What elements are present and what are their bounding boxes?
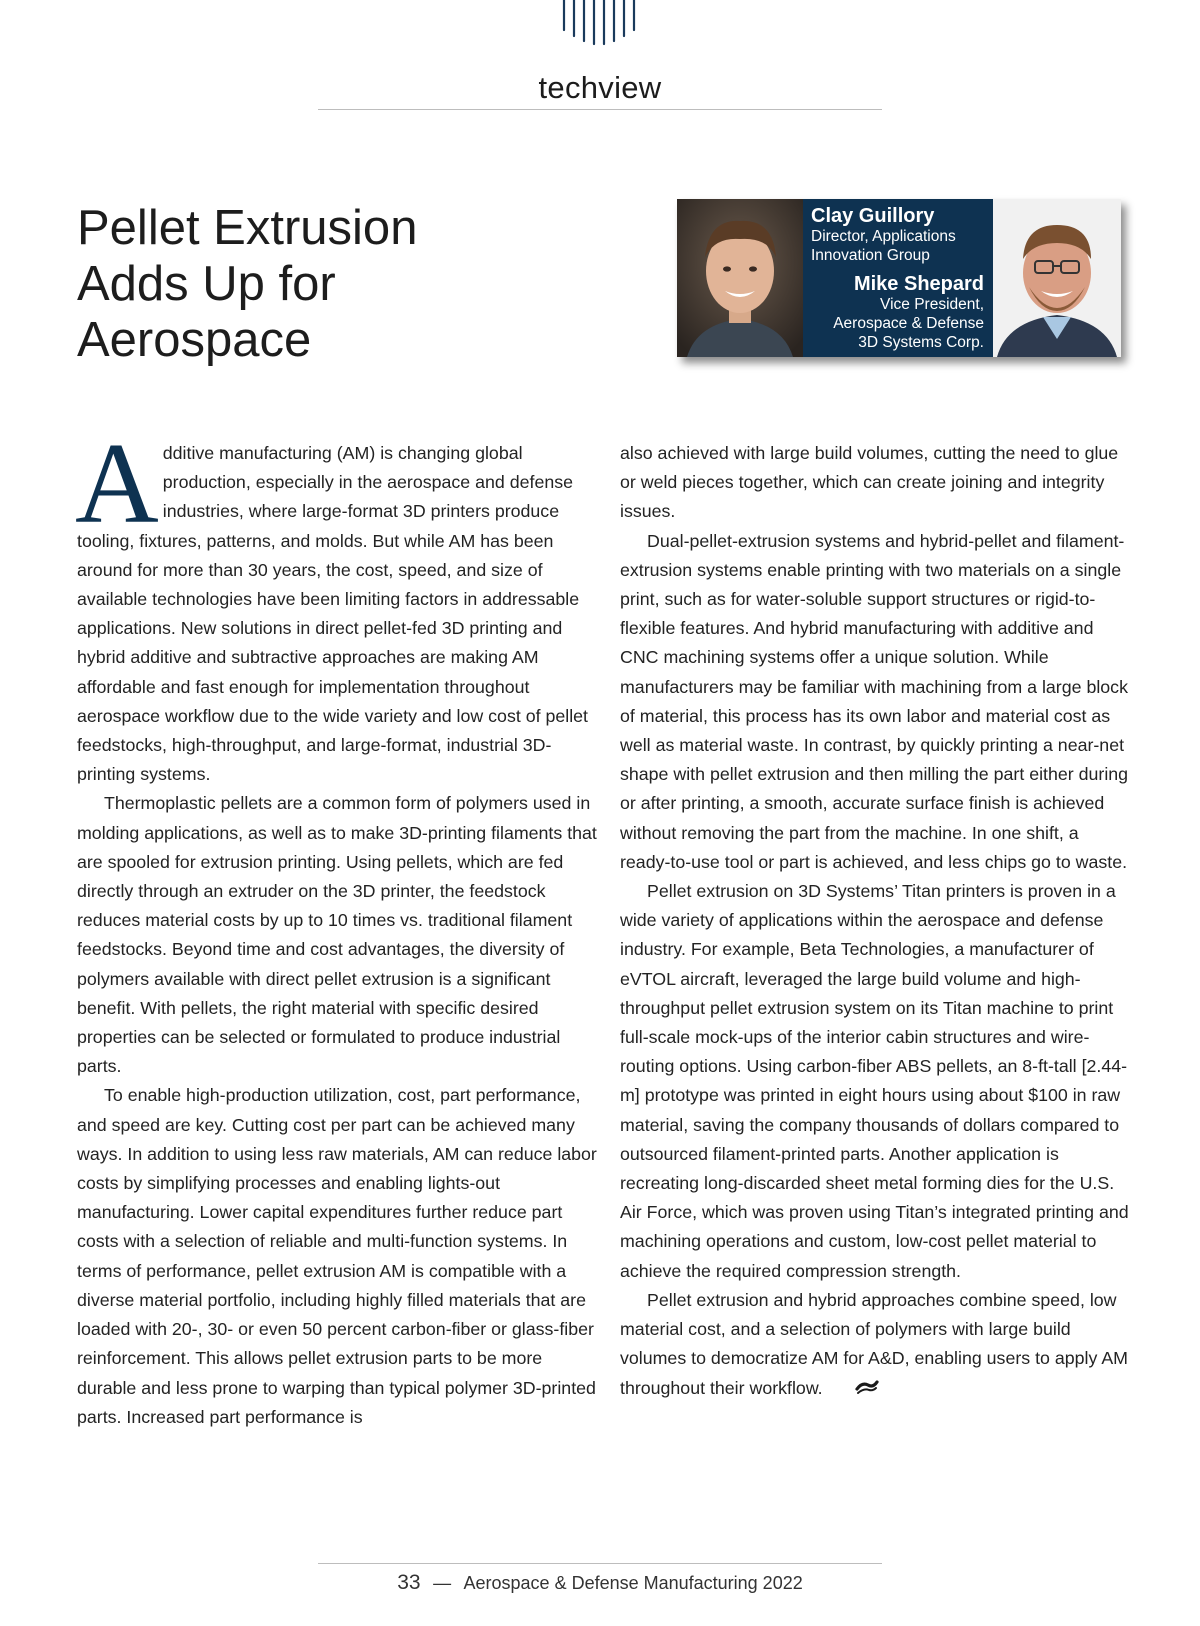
paragraph-text: dditive manufacturing (AM) is changing global production, especially in the aerospace and defense industries, where large-format 3D printers produce tooling, fixtures, patterns, and molds. But while AM has been around for more than 30 years, the cost, speed, and size of available technologies have been limiting factors in addressable applications. New solutions in direct pellet-fed 3D printing and hybrid additive and subtractive approaches are making AM affordable and fast enough for implementation throughout aerospace workflow due to the wide variety and low cost of pellet feedstocks, high-throughput, and large-format, industrial 3D-printing systems. (77, 443, 588, 785)
body-paragraph: Dual-pellet-extrusion systems and hybrid-pellet and filament-extrusion systems enable printing with two materials on a single print, such as for water-soluble support structures or rigid-to-flexible features. And hybrid manufacturing with additive and CNC machining systems offer a unique solution. While manufacturers may be familiar with machining from a large block of material, this process has its own labor and material cost as well as material waste. In contrast, by quickly printing a near-net shape with pellet extrusion and then milling the part either during or after printing, a smooth, accurate surface finish is achieved without removing the part from the machine. In one shift, a ready-to-use tool or part is achieved, and less chips go to waste. (620, 530, 1129, 872)
author-role-line: 3D Systems Corp. (858, 334, 984, 351)
publication-name: Aerospace & Defense Manufacturing 2022 (463, 1573, 803, 1593)
end-of-article-icon (827, 1375, 853, 1391)
body-paragraph (620, 1286, 1130, 1403)
body-paragraph: To enable high-production utilization, cost, part performance, and speed are key. Cutting cost per part can be achieved many ways. In addition to using less raw materials, AM can reduce labor costs by simplifying processes and enabling lights-out manufacturing. Lower capital expenditures further reduce part costs with a selection of reliable and multi-function systems. In terms of performance, pellet extrusion AM is compatible with a diverse material portfolio, including highly filled materials that are loaded with 20-, 30- or even 50 percent carbon-fiber or glass-fiber reinforcement. This allows pellet extrusion parts to be more durable and less prone to warping than typical polymer 3D-printed parts. Increased part performance is (77, 1085, 597, 1427)
article-column-right (620, 439, 1130, 1403)
footer-separator: — (433, 1573, 452, 1593)
drop-cap: A (75, 420, 159, 548)
author-name: Mike Shepard (853, 273, 984, 295)
author-role-line: Director, Applications (811, 228, 956, 245)
title-line: Aerospace (77, 313, 312, 367)
body-paragraph (75, 420, 597, 789)
body-paragraph: Pellet extrusion on 3D Systems’ Titan printers is proven in a wide variety of applications within the aerospace and defense industry. For example, Beta Technologies, a manufacturer of eVTOL aircraft, leveraged the large build volume and high-throughput pellet extrusion system on its Titan machine to print full-scale mock-ups of the interior cabin structures and wire-routing options. Using carbon-fiber ABS pellets, an 8-ft-tall [2.44-m] prototype was printed in eight hours using about $100 in raw material, saving the company thousands of dollars compared to outsourced filament-printed parts. Another application is recreating long-discarded sheet metal forming dies for the U.S. Air Force, which was proven using Titan’s integrated printing and machining operations and custom, low-cost pellet material to achieve the required compression strength. (620, 881, 1129, 1281)
section-label: techview (538, 70, 662, 105)
article-title (77, 200, 417, 368)
header-ornament (556, 0, 644, 46)
footer-divider (318, 1563, 882, 1564)
author-role-line: Vice President, (880, 296, 984, 313)
paragraph-text: Pellet extrusion and hybrid approaches combine speed, low material cost, and a selection of polymers with large build volumes to democratize AM for A&D, enabling users to apply AM throughout their workflow. (620, 1289, 1128, 1398)
author-name: Clay Guillory (811, 205, 935, 227)
page-footer (0, 1571, 1200, 1595)
author-byline-card (677, 199, 1121, 357)
header-divider (318, 109, 882, 110)
author-role-line: Aerospace & Defense (833, 315, 984, 332)
author-photo-mike-shepard (993, 199, 1121, 357)
body-paragraph: also achieved with large build volumes, cutting the need to glue or weld pieces together, which can create joining and integrity issues. (620, 443, 1119, 522)
author-role-line: Innovation Group (811, 247, 930, 264)
title-line: Pellet Extrusion (77, 201, 418, 255)
body-paragraph: Thermoplastic pellets are a common form of polymers used in molding applications, as well as to make 3D-printing filaments that are spooled for extrusion printing. Using pellets, which are fed directly through an extruder on the 3D printer, the feedstock reduces material costs by up to 10 times vs. traditional filament feedstocks. Beyond time and cost advantages, the diversity of polymers available with direct pellet extrusion is a significant benefit. With pellets, the right material with specific desired properties can be selected or formulated to produce industrial parts. (77, 793, 597, 1077)
article-column-left (75, 420, 597, 1432)
page-number: 33 (397, 1571, 421, 1594)
title-line: Adds Up for (77, 257, 336, 311)
author-block-1 (811, 205, 993, 265)
author-block-2 (744, 273, 984, 352)
